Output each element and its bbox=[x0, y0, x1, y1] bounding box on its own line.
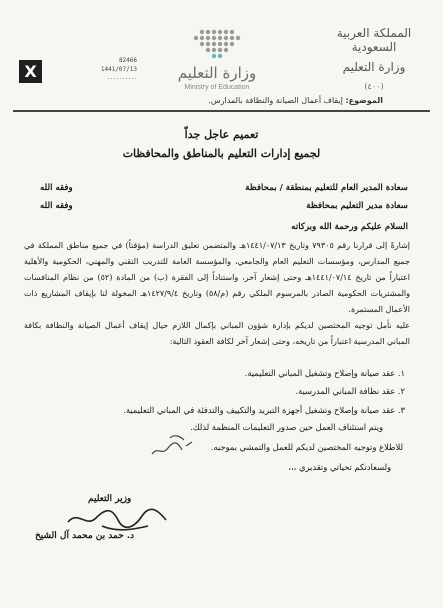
handwritten-initials-icon bbox=[148, 428, 196, 462]
document-recipients: لجميع إدارات التعليم بالمناطق والمحافظات bbox=[122, 147, 321, 160]
kingdom-name: المملكة العربية السعودية bbox=[336, 26, 412, 54]
reference-block bbox=[77, 57, 137, 81]
instruction-line: للاطلاع وتوجيه المختصين لديكم للعمل والتمشي بموجبه. bbox=[210, 442, 403, 452]
logo-english-text: Ministry of Education bbox=[184, 84, 250, 91]
signatory-name: د. حمد بن محمد آل الشيخ bbox=[35, 531, 135, 541]
letterhead-right bbox=[319, 26, 429, 91]
subject-line bbox=[208, 96, 383, 105]
ministry-name: وزارة التعليم bbox=[342, 60, 406, 74]
logo-dots-icon bbox=[158, 24, 276, 64]
addressee-2-closing: وفقه الله bbox=[40, 201, 73, 211]
contract-item-3: ٣. عقد صيانة وإصلاح وتشغيل أجهزة التبريد والتكييف والتدفئة في المباني التعليمية. bbox=[123, 405, 405, 415]
signatory-title: وزير التعليم bbox=[88, 494, 132, 504]
logo-arabic-text: وزارة التعليم bbox=[177, 64, 257, 82]
signature-icon bbox=[62, 504, 172, 534]
greeting: السلام عليكم ورحمة الله وبركاته bbox=[291, 222, 408, 232]
reference-number: 82466 bbox=[118, 57, 137, 64]
resume-note: ويتم استئناف العمل حين صدور التعليمات المنظمة لذلك. bbox=[190, 422, 383, 432]
document-title: تعميم عاجل جداً bbox=[184, 128, 259, 141]
reference-date: 1441/07/13 bbox=[100, 66, 137, 73]
ministry-logo bbox=[158, 24, 276, 94]
header-divider bbox=[13, 110, 430, 112]
addressee-2: سعادة مدير التعليم بمحافظة bbox=[306, 201, 408, 211]
x-mark-icon: X bbox=[19, 60, 42, 83]
subject-label: الموضوع: bbox=[345, 96, 383, 105]
office-code: (٤٠٠) bbox=[364, 82, 384, 91]
paragraph-request: عليه نأمل توجيه المختصين لديكم بإدارة شؤون المباني بإكمال اللازم حيال إيقاف أعمال الصيانة والنظافة بكافة المباني المدرسية اعتباراً من تاريخه، وحتى إشعار آخر لكافة العقود التالية: bbox=[24, 321, 410, 346]
addressee-1: سعادة المدير العام للتعليم بمنطقة / بمحافظة bbox=[245, 183, 408, 193]
reference-extra: .......... bbox=[106, 75, 137, 81]
contract-item-2: ٢. عقد نظافة المباني المدرسية. bbox=[295, 386, 405, 396]
closing-greeting: ولسعادتكم تحياتي وتقديري ،،، bbox=[288, 462, 391, 472]
addressee-1-closing: وفقه الله bbox=[40, 183, 73, 193]
subject-text: إيقاف أعمال الصيانة والنظافة بالمدارس. bbox=[208, 96, 343, 105]
paragraph-reference: إشارةً إلى قرارنا رقم ٧٩٣٠٥ وتاريخ ١٤٤١/٠٧/١٣هـ والمتضمن تعليق الدراسة (مؤقتاً) في جميع مناطق المملكة في جميع المدارس، ومؤسسات التعليم العام والجامعي، والمؤسسة العامة للتدريب التقني والمهني، الحكومية والأهلية اعتباراً من تاريخ ١٤٤١/٠٧/١٤هـ وحتى إشعار آخر، واستناداً إلى الفقرة (ب) من المادة (٥٢) من نظام المنافسات والمشتريات الحكومية الصادر بالمرسوم الملكي رقم (م/٥٨) وتاريخ ١٤٢٧/٩/٤هـ المخولة لنا بإيقاف المشاريع ذات الأعمال المستمرة. bbox=[24, 241, 411, 314]
contract-item-1: ١. عقد صيانة وإصلاح وتشغيل المباني التعليمية. bbox=[244, 368, 405, 378]
